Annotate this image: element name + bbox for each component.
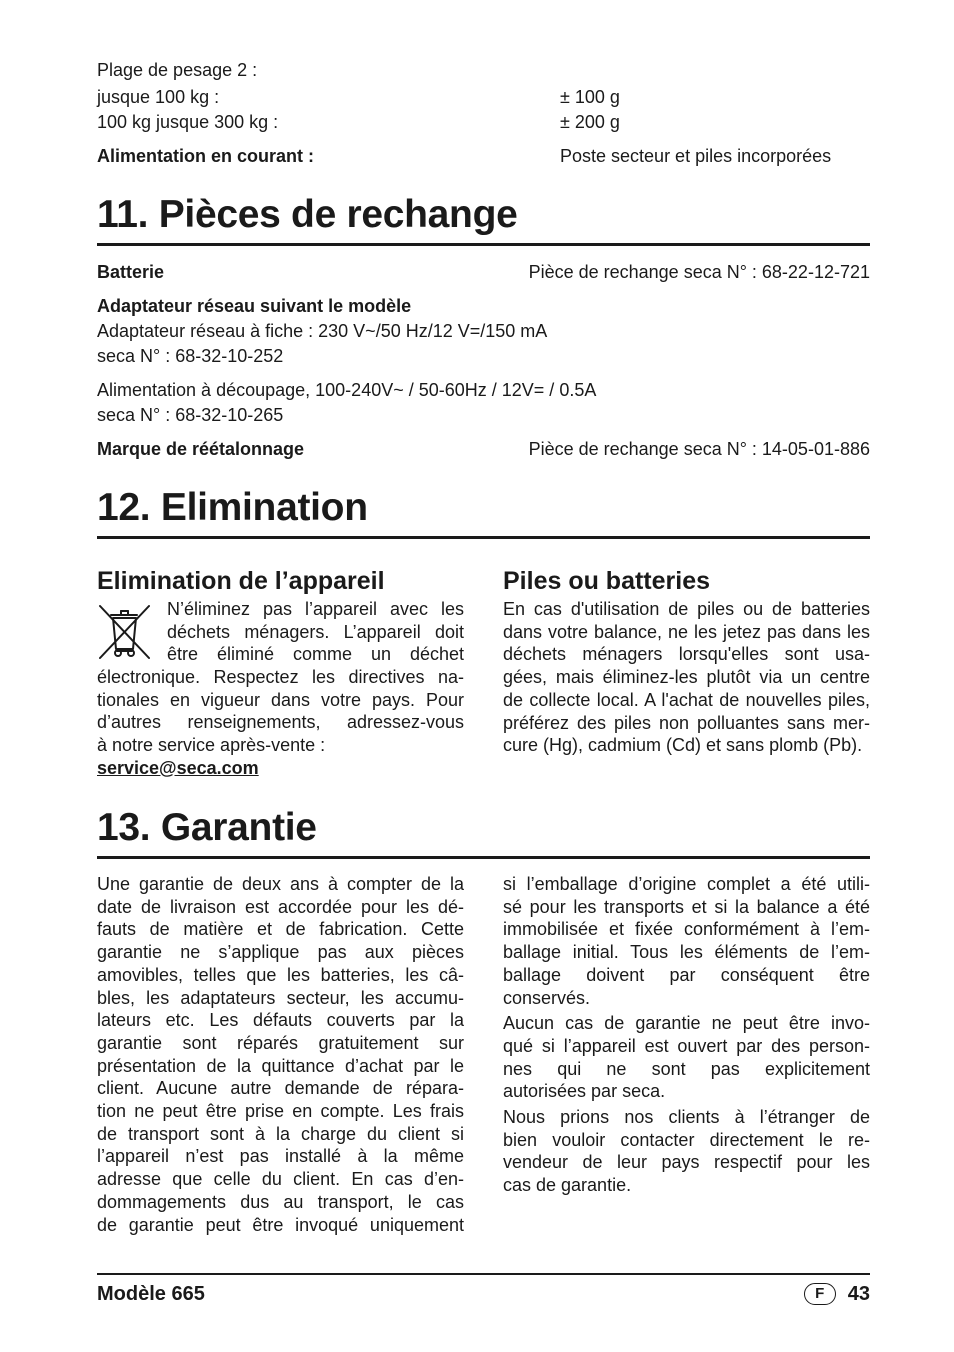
service-email-link[interactable]: service@seca.com — [97, 757, 259, 778]
warranty-left-column — [97, 873, 464, 1236]
warranty-line: immobilisée et fixée conformément à l’em- — [503, 919, 870, 940]
battery-line: de collecte local. A l'achat de nouvelles piles, — [503, 689, 870, 710]
warranty-line: fauts de matière et de fabrication. Cette — [97, 919, 464, 940]
warranty-line: client. Aucune autre demande de répara- — [97, 1078, 464, 1099]
device-disposal-text — [97, 666, 464, 780]
warranty-line: ballage doivent par conséquent être — [503, 964, 870, 985]
adapter2-line1: Alimentation à découpage, 100-240V~ / 50-60Hz / 12V= / 0.5A — [97, 380, 597, 400]
battery-line: gées, mais éliminez-les plutôt via un centre — [503, 667, 870, 688]
spec-power-value: Poste secteur et piles incorporées — [560, 146, 832, 166]
calibration-value: Pièce de rechange seca N° : 14-05-01-886 — [528, 439, 870, 459]
battery-disposal-heading: Piles ou batteries — [503, 567, 711, 595]
spec-row1-label: jusque 100 kg : — [97, 87, 220, 107]
warranty-line: Une garantie de deux ans à compter de la — [97, 874, 464, 894]
device-line: tionales en vigueur dans votre pays. Pour — [97, 689, 464, 710]
spec-row2-value: ± 200 g — [560, 112, 620, 132]
device-line: à notre service après-vente : — [97, 735, 326, 756]
battery-line: préférez des piles non polluantes sans mer- — [503, 712, 870, 733]
section-13-rule — [97, 856, 870, 859]
adapter1-line1: Adaptateur réseau à fiche : 230 V~/50 Hz/12 V=/150 mA — [97, 321, 548, 341]
footer-model: Modèle 665 — [97, 1283, 205, 1305]
spec-row2-label: 100 kg jusque 300 kg : — [97, 112, 279, 132]
warranty-line: autorisées par seca. — [503, 1081, 666, 1102]
battery-line: déchets ménagers lorsqu'elles sont usa- — [503, 644, 870, 665]
warranty-line: lateurs etc. Les défauts couverts par la — [97, 1010, 464, 1031]
section-11-rule — [97, 243, 870, 246]
warranty-line: l’appareil n’est pas installé à la même — [97, 1146, 464, 1167]
warranty-line: adresse que celle du client. En cas d’en- — [97, 1169, 464, 1190]
warranty-line: si l’emballage d’origine complet a été utili- — [503, 874, 870, 894]
warranty-line: Aucun cas de garantie ne peut être invo- — [503, 1013, 870, 1034]
section-12-title: 12. Elimination — [97, 486, 368, 529]
battery-line: cure (Hg), cadmium (Cd) et sans plomb (Pb). — [503, 735, 863, 756]
device-line: d’autres renseignements, adressez-vous — [97, 712, 464, 733]
spec-range-label: Plage de pesage 2 : — [97, 60, 258, 80]
battery-disposal-text — [503, 598, 870, 757]
warranty-line: dommagements dus au transport, le cas — [97, 1191, 464, 1212]
warranty-line: sé pour les transports et si la balance a été — [503, 896, 870, 917]
warranty-line: de transport sont à la charge du client si — [97, 1123, 464, 1144]
warranty-line: garantie ne s’applique pas aux pièces — [97, 942, 464, 963]
battery-label: Batterie — [97, 262, 165, 282]
warranty-line: nes qui ne sont pas explicitement — [503, 1058, 870, 1079]
warranty-line: qué si l’appareil est ouvert par des person- — [503, 1035, 870, 1056]
warranty-line: conservés. — [503, 987, 591, 1008]
warranty-line: tion ne peut être prise en compte. Les frais — [97, 1101, 464, 1122]
footer-rule — [97, 1273, 870, 1275]
warranty-line: de garantie peut être invoqué uniquement — [97, 1214, 464, 1235]
device-line: N’éliminez pas l’appareil avec les — [167, 599, 464, 619]
calibration-label: Marque de réétalonnage — [97, 439, 305, 459]
warranty-line: cas de garantie. — [503, 1175, 632, 1196]
crossed-out-wheelie-bin-icon — [97, 603, 152, 661]
page-number: 43 — [847, 1283, 870, 1305]
battery-line: dans votre balance, ne les jetez pas dans les — [503, 621, 870, 642]
device-disposal-text-wrapped — [167, 598, 464, 666]
warranty-line: bien vouloir contacter directement le re- — [503, 1129, 870, 1150]
spec-row1-value: ± 100 g — [560, 87, 620, 107]
warranty-right-column — [503, 873, 870, 1197]
device-line: électronique. Respectez les directives na- — [97, 667, 464, 687]
language-badge: F — [804, 1283, 836, 1305]
battery-value: Pièce de rechange seca N° : 68-22-12-721 — [528, 262, 870, 282]
warranty-line: garantie sont réparés gratuitement sur — [97, 1032, 464, 1053]
battery-line: En cas d'utilisation de piles ou de batteries — [503, 599, 870, 619]
adapter1-line2: seca N° : 68-32-10-252 — [97, 346, 284, 366]
footer-page-info — [804, 1281, 870, 1307]
warranty-line: date de livraison est accordée pour les dé- — [97, 896, 464, 917]
adapter2-line2: seca N° : 68-32-10-265 — [97, 405, 284, 425]
device-disposal-heading: Elimination de l’appareil — [97, 567, 385, 595]
section-11-title: 11. Pièces de rechange — [97, 193, 518, 236]
section-13-title: 13. Garantie — [97, 806, 317, 849]
device-line: déchets ménagers. L’appareil doit — [167, 621, 464, 642]
section-12-rule — [97, 536, 870, 539]
warranty-line: bles, les adaptateurs secteur, les accumu- — [97, 987, 464, 1008]
warranty-line: Nous prions nos clients à l’étranger de — [503, 1107, 870, 1128]
warranty-line: amovibles, telles que les batteries, les câ- — [97, 964, 464, 985]
warranty-line: présentation de la quittance d’achat par le — [97, 1055, 464, 1076]
spec-power-label: Alimentation en courant : — [97, 146, 315, 166]
device-line: être éliminé comme un déchet — [167, 644, 464, 665]
adapter-heading: Adaptateur réseau suivant le modèle — [97, 296, 412, 316]
warranty-line: ballage initial. Tous les éléments de l’em- — [503, 942, 870, 963]
warranty-line: vendeur de leur pays respectif pour les — [503, 1152, 870, 1173]
